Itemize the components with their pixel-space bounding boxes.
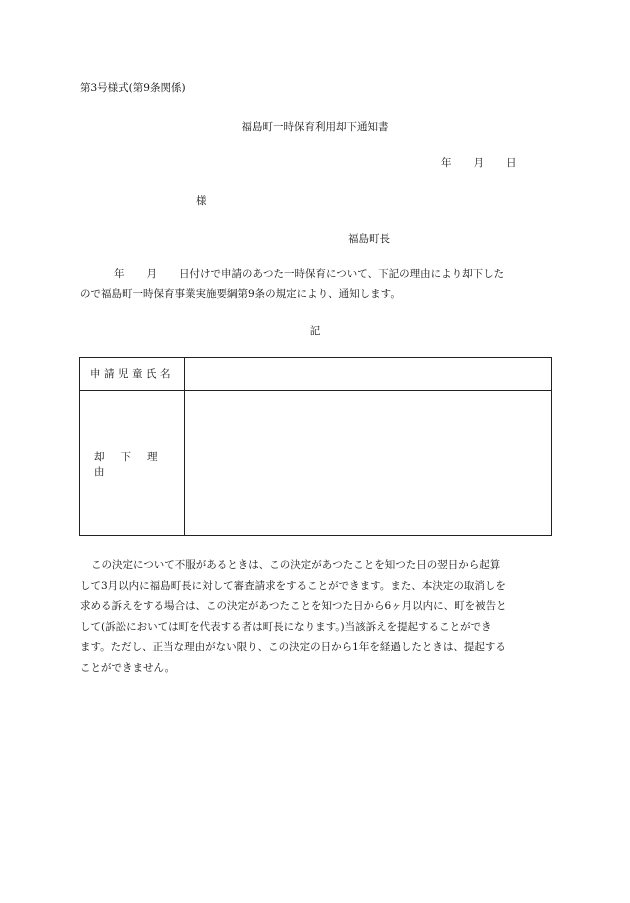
form-number: 第3号様式(第9条関係) <box>80 82 186 94</box>
document-title: 福島町一時保育利用却下通知書 <box>241 121 389 133</box>
body-line-2: ので福島町一時保育事業実施要綱第9条の規定により、通知します。 <box>80 288 401 300</box>
date-month-label: 月 <box>473 157 484 169</box>
date-year-label: 年 <box>441 157 452 169</box>
detail-table <box>79 357 552 536</box>
appeal-notice <box>80 555 560 678</box>
notice-line: ます。ただし、正当な理由がない限り、この決定の日から1年を経過したときは、提起する <box>80 641 506 653</box>
ki-heading: 記 <box>309 325 321 337</box>
applicant-name-label: 申請児童氏名 <box>90 368 174 380</box>
column-divider <box>184 358 185 535</box>
notice-line: して3月以内に福島町長に対して審査請求をすることができます。また、本決定の取消しを <box>80 579 506 592</box>
body-year-label: 年 <box>114 268 125 280</box>
body-line-1-text: 日付けで申請のあつた一時保育について、下記の理由により却下した <box>179 268 505 280</box>
notice-line: して(訴訟においては町を代表する者は町長になります。)当該訴えを提起することができ <box>80 620 492 633</box>
rejection-reason-label-cell <box>80 391 184 536</box>
date-line <box>441 155 517 170</box>
addressee-honorific: 様 <box>196 195 207 207</box>
body-paragraph <box>80 264 560 304</box>
notice-line: 求める訴えをする場合は、この決定があつたことを知つた日から6ヶ月以内に、町を被告と <box>80 600 507 612</box>
date-day-label: 日 <box>506 157 517 169</box>
body-line-1 <box>80 264 560 284</box>
notice-line: この決定について不服があるときは、この決定があつたことを知つた日の翌日から起算 <box>91 559 501 571</box>
rejection-reason-label: 却下理由 <box>94 450 174 478</box>
issuer-name: 福島町長 <box>348 233 390 245</box>
body-month-label: 月 <box>146 268 157 280</box>
notice-line: ことができません。 <box>80 661 176 674</box>
